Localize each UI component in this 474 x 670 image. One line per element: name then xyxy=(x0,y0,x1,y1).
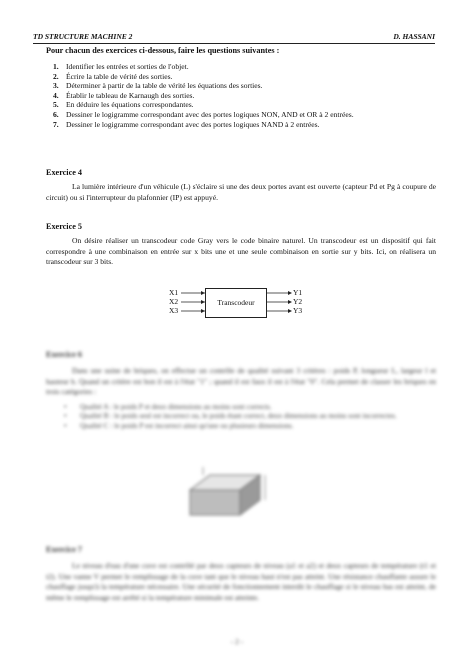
output-label-y2: Y2 xyxy=(293,297,303,306)
list-item: • Qualité A : le poids P et deux dimensions au moins sont corrects. xyxy=(64,402,272,411)
question-item: 5. En déduire les équations correspondantes. xyxy=(53,100,194,110)
list-item: • Qualité C : le poids P est incorrect ainsi qu'une ou plusieurs dimensions. xyxy=(64,420,294,430)
exercise-5-text: On désire réaliser un transcodeur code Gray vers le code binaire naturel. Un transcodeur est un dispositif qui fait correspondre à une combinaison en entrée sur x bits une et une seule combinaison en sortie sur y bits. Ici, on réalisera un transcodeur sur 3 bits. xyxy=(46,236,436,267)
input-label-x2: X2 xyxy=(169,297,179,306)
exercise-4-title: Exercice 4 xyxy=(46,168,82,177)
input-label-x1: X1 xyxy=(169,288,179,297)
page-number: - 2 - xyxy=(230,637,244,646)
question-item: 1. Identifier les entrées et sorties de l'objet. xyxy=(53,62,189,71)
transcoder-box: Transcodeur xyxy=(205,288,267,318)
transcoder-diagram xyxy=(168,284,308,324)
header-course-title: TD STRUCTURE MACHINE 2 xyxy=(33,32,133,41)
header-author: D. HASSANI xyxy=(393,32,435,41)
brick-illustration xyxy=(185,465,285,520)
exercise-6-text: Dans une usine de briques, on effectue un contrôle de qualité suivant 3 critères : poids P, longueur L, largeur l et hauteur h. Quand un critère est bon il est à l'état "1" ; quand il est faux il est à l'état "0". Cela permet de classer les briques en trois catégories : xyxy=(46,366,436,397)
list-item: • Qualité B : le poids seul est incorrect ou, le poids étant correct, deux dimensions au moins sont incorrectes. xyxy=(64,411,397,421)
page-header xyxy=(33,31,435,44)
question-item: 3. Déterminer à partir de la table de vérité les équations des sorties. xyxy=(53,81,263,91)
exercise-6-list xyxy=(62,402,432,430)
question-list xyxy=(46,62,436,129)
question-item: 7. Dessiner le logigramme correspondant avec des portes logiques NAND à 2 entrées. xyxy=(53,119,320,129)
output-label-y3: Y3 xyxy=(293,306,303,315)
exercise-4-text: La lumière intérieure d'un véhicule (L) s'éclaire si une des deux portes avant est ouverte (capteur Pd et Pg à coupure de circuit) ou si l'interrupteur du plafonnier (IP) est appuyé. xyxy=(46,182,436,202)
exercise-5-title: Exercice 5 xyxy=(46,222,82,231)
question-item: 4. Établir le tableau de Karnaugh des sorties. xyxy=(53,90,195,100)
input-label-x3: X3 xyxy=(169,306,179,315)
exercise-7-title: Exercice 7 xyxy=(46,545,82,554)
output-label-y1: Y1 xyxy=(293,288,303,297)
exercise-7-text: Le niveau d'eau d'une cuve est contrôlé par deux capteurs de niveau (a1 et a2) et deux capteurs de température (t1 et t2). Une vanne V permet le remplissage de la cuve tant que le niveau haut n'est pas atteint. Une résistance chauffante assure le chauffage jusqu'à la température nécessaire. Une sécurité de fonctionnement interdit le chauffage si le niveau bas est atteint, de même le remplissage est arrêté si la température minimale est atteinte. xyxy=(46,561,436,602)
exercise-6-title: Exercice 6 xyxy=(46,350,82,359)
question-item: 6. Dessiner le logigramme correspondant avec des portes logiques NON, AND et OR à 2 entrées. xyxy=(53,109,354,119)
instructions-intro: Pour chacun des exercices ci-dessous, faire les questions suivantes : xyxy=(46,46,280,55)
question-item: 2. Écrire la table de vérité des sorties. xyxy=(53,71,173,81)
